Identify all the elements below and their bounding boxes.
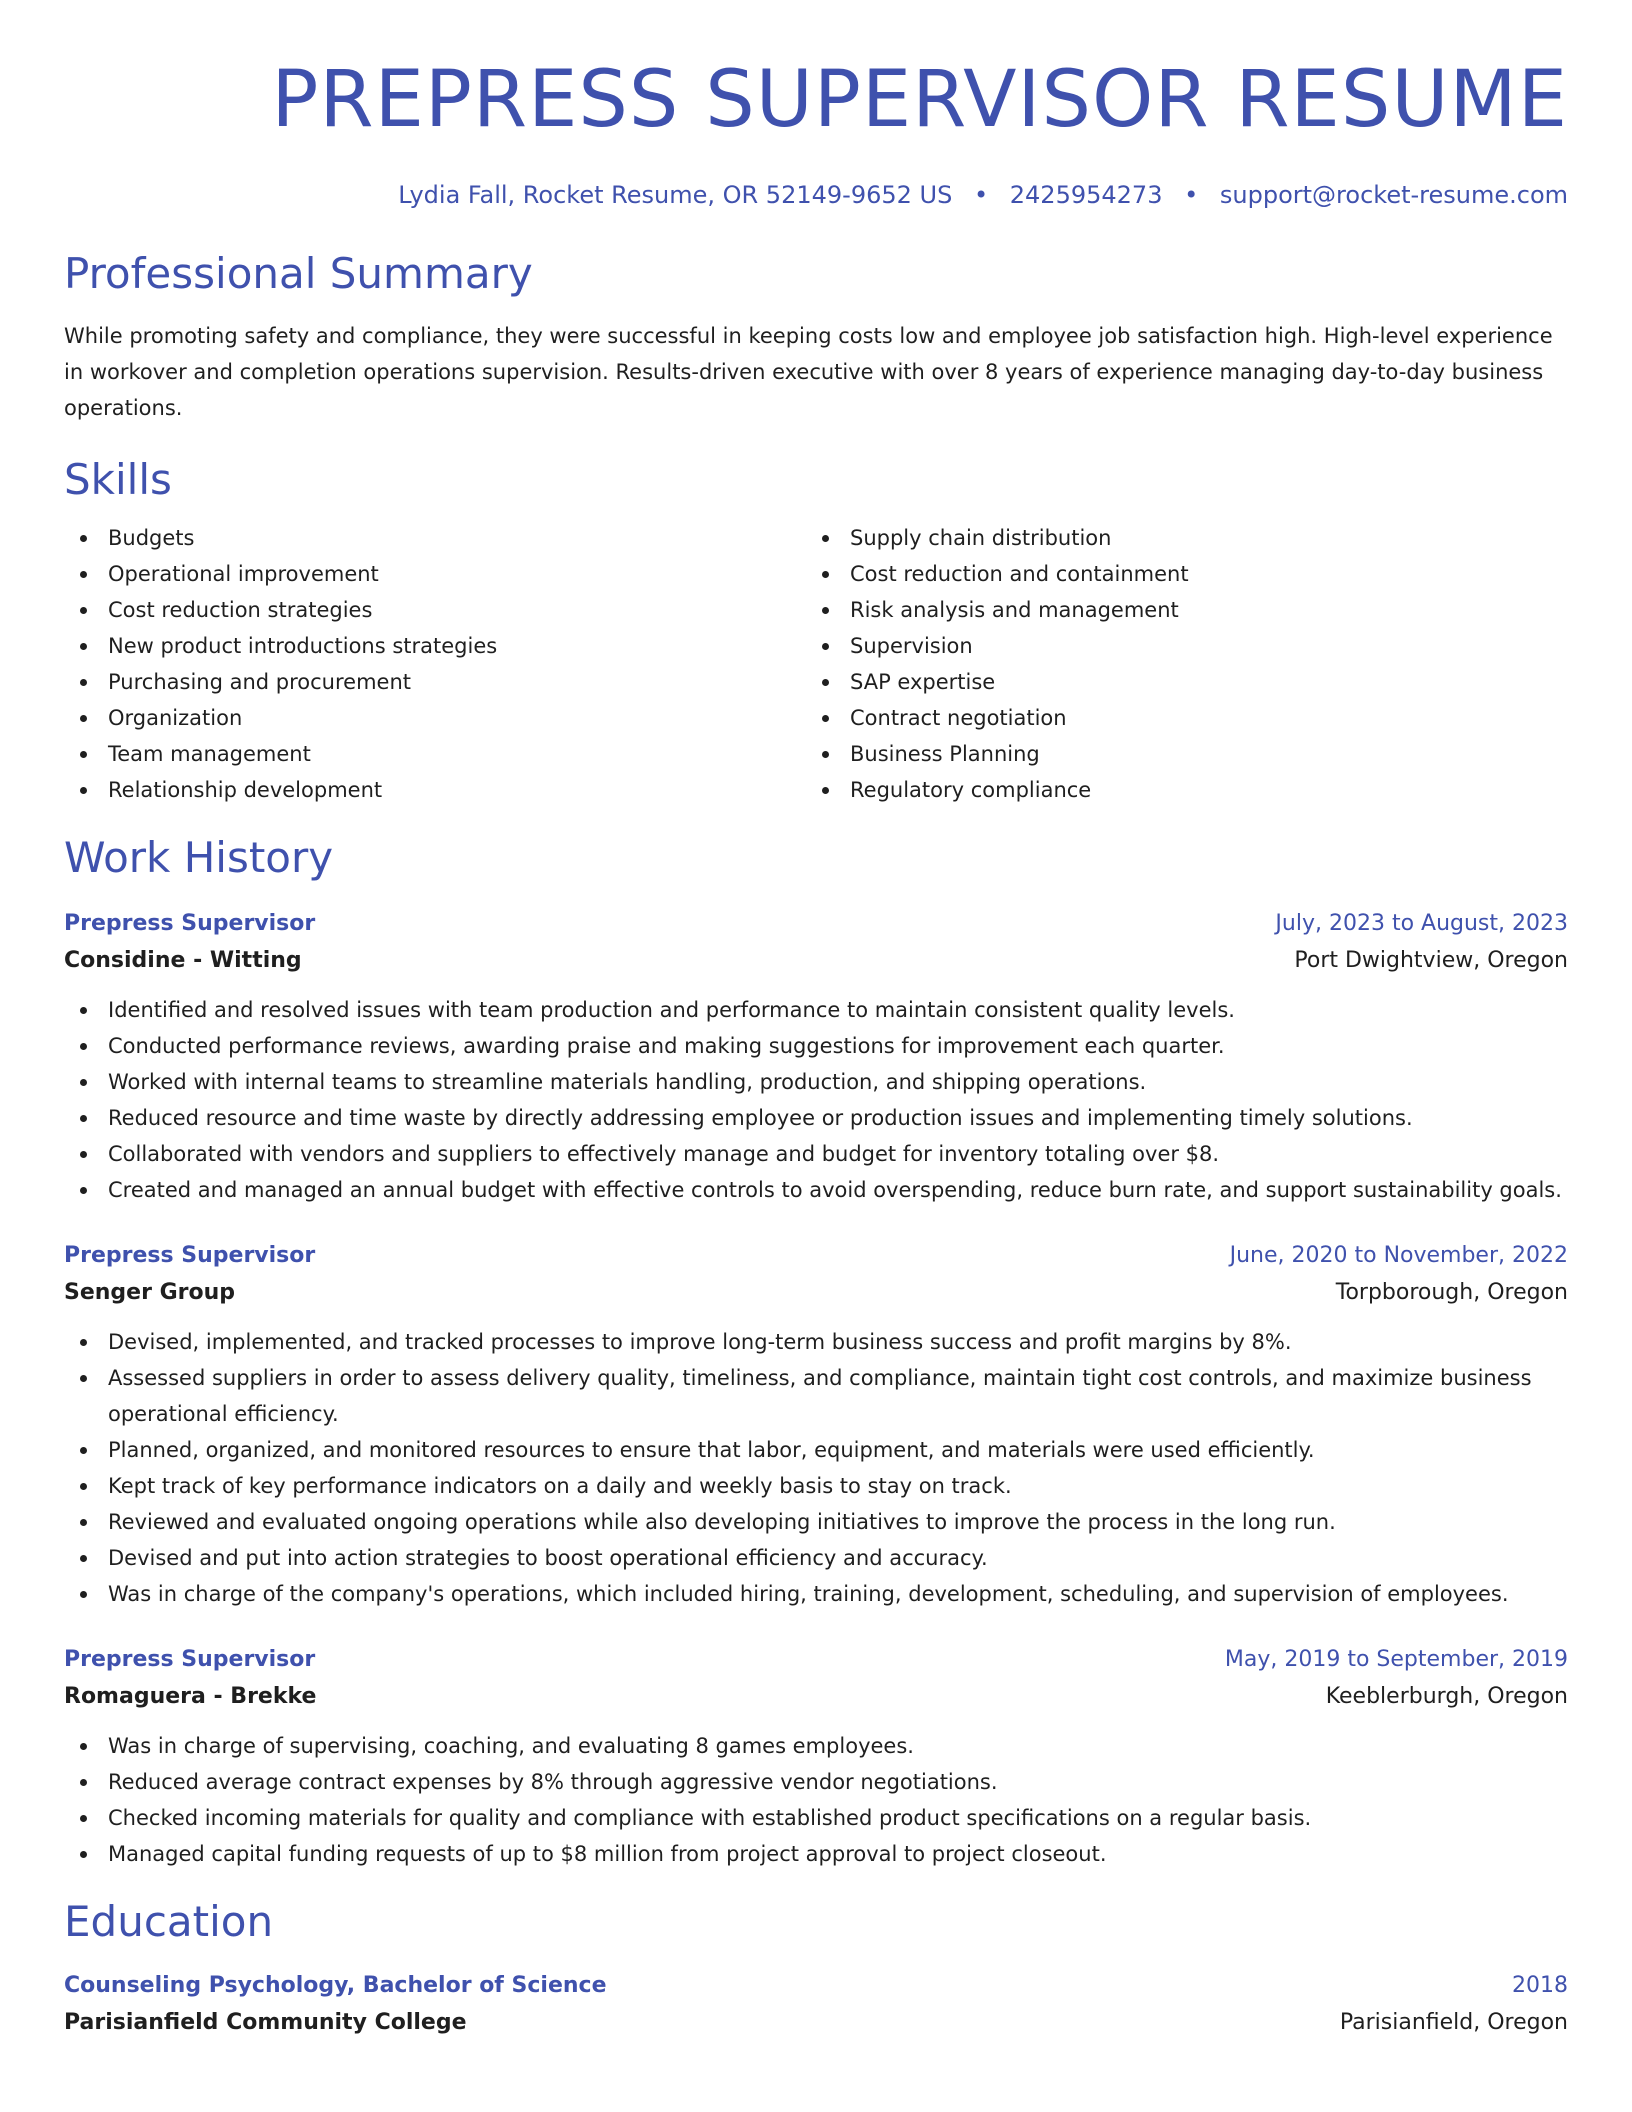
skill-item: Business Planning	[806, 736, 1548, 772]
contact-separator: •	[973, 181, 989, 209]
education-year: 2018	[1512, 1973, 1568, 1998]
skill-item: Supervision	[806, 628, 1548, 664]
skill-item: SAP expertise	[806, 664, 1548, 700]
job-bullet: Was in charge of the company's operations, which included hiring, training, development, scheduling, and supervision of employees.	[64, 1576, 1568, 1612]
summary-heading: Professional Summary	[64, 249, 533, 298]
job-bullet: Collaborated with vendors and suppliers to effectively manage and budget for inventory totaling over $8.	[64, 1136, 1568, 1172]
job-bullet: Reduced average contract expenses by 8% through aggressive vendor negotiations.	[64, 1764, 1568, 1800]
contact-line	[64, 178, 1568, 212]
skill-item: Operational improvement	[64, 556, 806, 592]
job-location: Port Dwightview, Oregon	[1294, 948, 1568, 973]
skill-item: Budgets	[64, 520, 806, 556]
skill-item: Risk analysis and management	[806, 592, 1548, 628]
job-bullet: Assessed suppliers in order to assess delivery quality, timeliness, and compliance, maintain tight cost controls, and maximize business operational efficiency.	[64, 1360, 1568, 1432]
education-degree: Counseling Psychology, Bachelor of Science	[64, 1973, 607, 1998]
job-bullet: Reviewed and evaluated ongoing operations while also developing initiatives to improve the process in the long run.	[64, 1504, 1568, 1540]
job-bullet: Devised, implemented, and tracked processes to improve long-term business success and profit margins by 8%.	[64, 1324, 1568, 1360]
skill-item: Purchasing and procurement	[64, 664, 806, 700]
job-company: Senger Group	[64, 1280, 236, 1305]
job-bullet: Was in charge of supervising, coaching, and evaluating 8 games employees.	[64, 1728, 1568, 1764]
job-dates: June, 2020 to November, 2022	[1229, 1243, 1568, 1268]
job-company: Considine - Witting	[64, 948, 302, 973]
contact-address: Lydia Fall, Rocket Resume, OR 52149-9652 US	[398, 181, 953, 209]
skill-item: Supply chain distribution	[806, 520, 1548, 556]
job-bullets	[64, 1324, 1568, 1612]
job-bullet: Devised and put into action strategies to boost operational efficiency and accuracy.	[64, 1540, 1568, 1576]
job-dates: May, 2019 to September, 2019	[1224, 1647, 1568, 1672]
job-location: Torpborough, Oregon	[1335, 1280, 1568, 1305]
contact-email: support@rocket-resume.com	[1219, 181, 1568, 209]
skill-item: Organization	[64, 700, 806, 736]
contact-phone: 2425954273	[1009, 181, 1163, 209]
skills-heading: Skills	[64, 455, 172, 504]
job-bullet: Managed capital funding requests of up to $8 million from project approval to project closeout.	[64, 1836, 1568, 1872]
job-entry	[64, 1238, 1568, 1612]
job-dates: July, 2023 to August, 2023	[1275, 911, 1568, 936]
job-bullet: Created and managed an annual budget with effective controls to avoid overspending, reduce burn rate, and support sustainability goals.	[64, 1172, 1568, 1208]
education-school: Parisianfield Community College	[64, 2010, 467, 2035]
education-location: Parisianfield, Oregon	[1339, 2010, 1568, 2035]
skills-column-right	[806, 520, 1548, 808]
contact-separator: •	[1184, 181, 1199, 209]
skills-column-left	[64, 520, 806, 808]
summary-text: While promoting safety and compliance, they were successful in keeping costs low and employee job satisfaction high. High-level experience in workover and completion operations supervision. Results-driven executive with over 8 years of experience managing day-to-day business operations.	[64, 324, 1553, 420]
resume-title: PREPRESS SUPERVISOR RESUME	[271, 55, 1568, 145]
job-bullet: Identified and resolved issues with team production and performance to maintain consistent quality levels.	[64, 992, 1568, 1028]
skill-item: Relationship development	[64, 772, 806, 808]
job-bullet: Reduced resource and time waste by directly addressing employee or production issues and implementing timely solutions.	[64, 1100, 1568, 1136]
skill-item: Contract negotiation	[806, 700, 1548, 736]
job-bullets	[64, 1728, 1568, 1872]
education-entry	[64, 1968, 1568, 2042]
skill-item: Team management	[64, 736, 806, 772]
job-bullet: Checked incoming materials for quality and compliance with established product specifications on a regular basis.	[64, 1800, 1568, 1836]
job-title: Prepress Supervisor	[64, 1647, 316, 1672]
skill-item: New product introductions strategies	[64, 628, 806, 664]
skill-item: Cost reduction strategies	[64, 592, 806, 628]
work-history-heading: Work History	[64, 833, 334, 882]
job-location: Keeblerburgh, Oregon	[1325, 1684, 1568, 1709]
job-entry	[64, 906, 1568, 1208]
skill-item: Regulatory compliance	[806, 772, 1548, 808]
job-bullet: Kept track of key performance indicators on a daily and weekly basis to stay on track.	[64, 1468, 1568, 1504]
skills-grid	[64, 520, 1568, 808]
job-title: Prepress Supervisor	[64, 1243, 316, 1268]
job-bullet: Conducted performance reviews, awarding praise and making suggestions for improvement each quarter.	[64, 1028, 1568, 1064]
job-bullets	[64, 992, 1568, 1208]
job-bullet: Worked with internal teams to streamline materials handling, production, and shipping operations.	[64, 1064, 1568, 1100]
job-company: Romaguera - Brekke	[64, 1684, 317, 1709]
job-title: Prepress Supervisor	[64, 911, 316, 936]
skill-item: Cost reduction and containment	[806, 556, 1548, 592]
job-bullet: Planned, organized, and monitored resources to ensure that labor, equipment, and materials were used efficiently.	[64, 1432, 1568, 1468]
education-heading: Education	[64, 1897, 274, 1946]
job-entry	[64, 1642, 1568, 1872]
